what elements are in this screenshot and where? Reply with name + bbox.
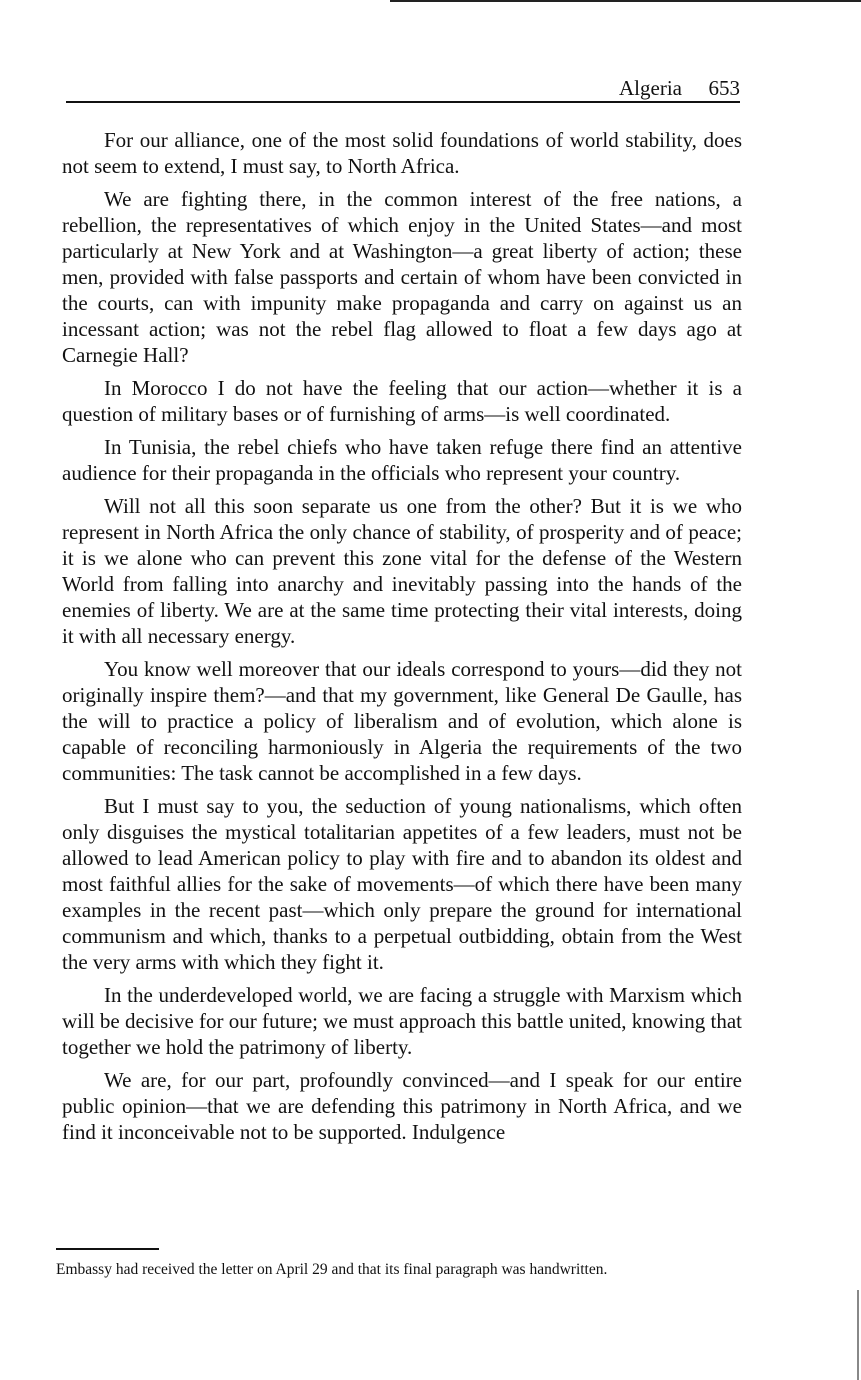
paragraph: In Tunisia, the rebel chiefs who have taken refuge there find an attentive audience for their propaganda in the officials who represent your country. [62,435,742,485]
paragraph: We are fighting there, in the common interest of the free nations, a rebellion, the representatives of which enjoy in the United States—and most particularly at New York and at Washington—a great liberty of action; these men, provided with false passports and certain of whom have been convicted in the courts, can with impunity make propaganda and carry on against us an incessant action; was not the rebel flag allowed to float a few days ago at Carnegie Hall? [62,187,742,367]
body-text [62,127,742,1152]
scan-edge-top [390,0,861,2]
running-head-title: Algeria [619,76,682,100]
footnote-rule [56,1248,159,1250]
paragraph: In Morocco I do not have the feeling that our action—whether it is a question of military bases or of furnishing of arms—is well coordinated. [62,376,742,426]
paragraph: You know well moreover that our ideals correspond to yours—did they not originally inspire them?—and that my government, like General De Gaulle, has the will to practice a policy of liberalism and of evolution, which alone is capable of reconciling harmoniously in Algeria the requirements of the two communities: The task cannot be accomplished in a few days. [62,657,742,785]
running-head [66,75,740,103]
page-number: 653 [708,76,740,100]
paragraph: We are, for our part, profoundly convinced—and I speak for our entire public opinion—that we are defending this patrimony in North Africa, and we find it inconceivable not to be supported. Indulgence [62,1068,742,1144]
scan-edge-right [857,1290,859,1380]
paragraph: For our alliance, one of the most solid foundations of world stability, does not seem to extend, I must say, to North Africa. [62,128,742,178]
paragraph: In the underdeveloped world, we are facing a struggle with Marxism which will be decisive for our future; we must approach this battle united, knowing that together we hold the patrimony of liberty. [62,983,742,1059]
paragraph: Will not all this soon separate us one from the other? But it is we who represent in North Africa the only chance of stability, of prosperity and of peace; it is we alone who can prevent this zone vital for the defense of the Western World from falling into anarchy and inevitably passing into the hands of the enemies of liberty. We are at the same time protecting their vital interests, doing it with all necessary energy. [62,494,742,648]
paragraph: But I must say to you, the seduction of young nationalisms, which often only disguises the mystical totalitarian appetites of a few leaders, must not be allowed to lead American policy to play with fire and to abandon its oldest and most faithful allies for the sake of movements—of which there have been many examples in the recent past—which only prepare the ground for international communism and which, thanks to a perpetual outbidding, obtain from the West the very arms with which they fight it. [62,794,742,974]
footnote: Embassy had received the letter on April 29 and that its final paragraph was handwritten. [56,1261,608,1278]
